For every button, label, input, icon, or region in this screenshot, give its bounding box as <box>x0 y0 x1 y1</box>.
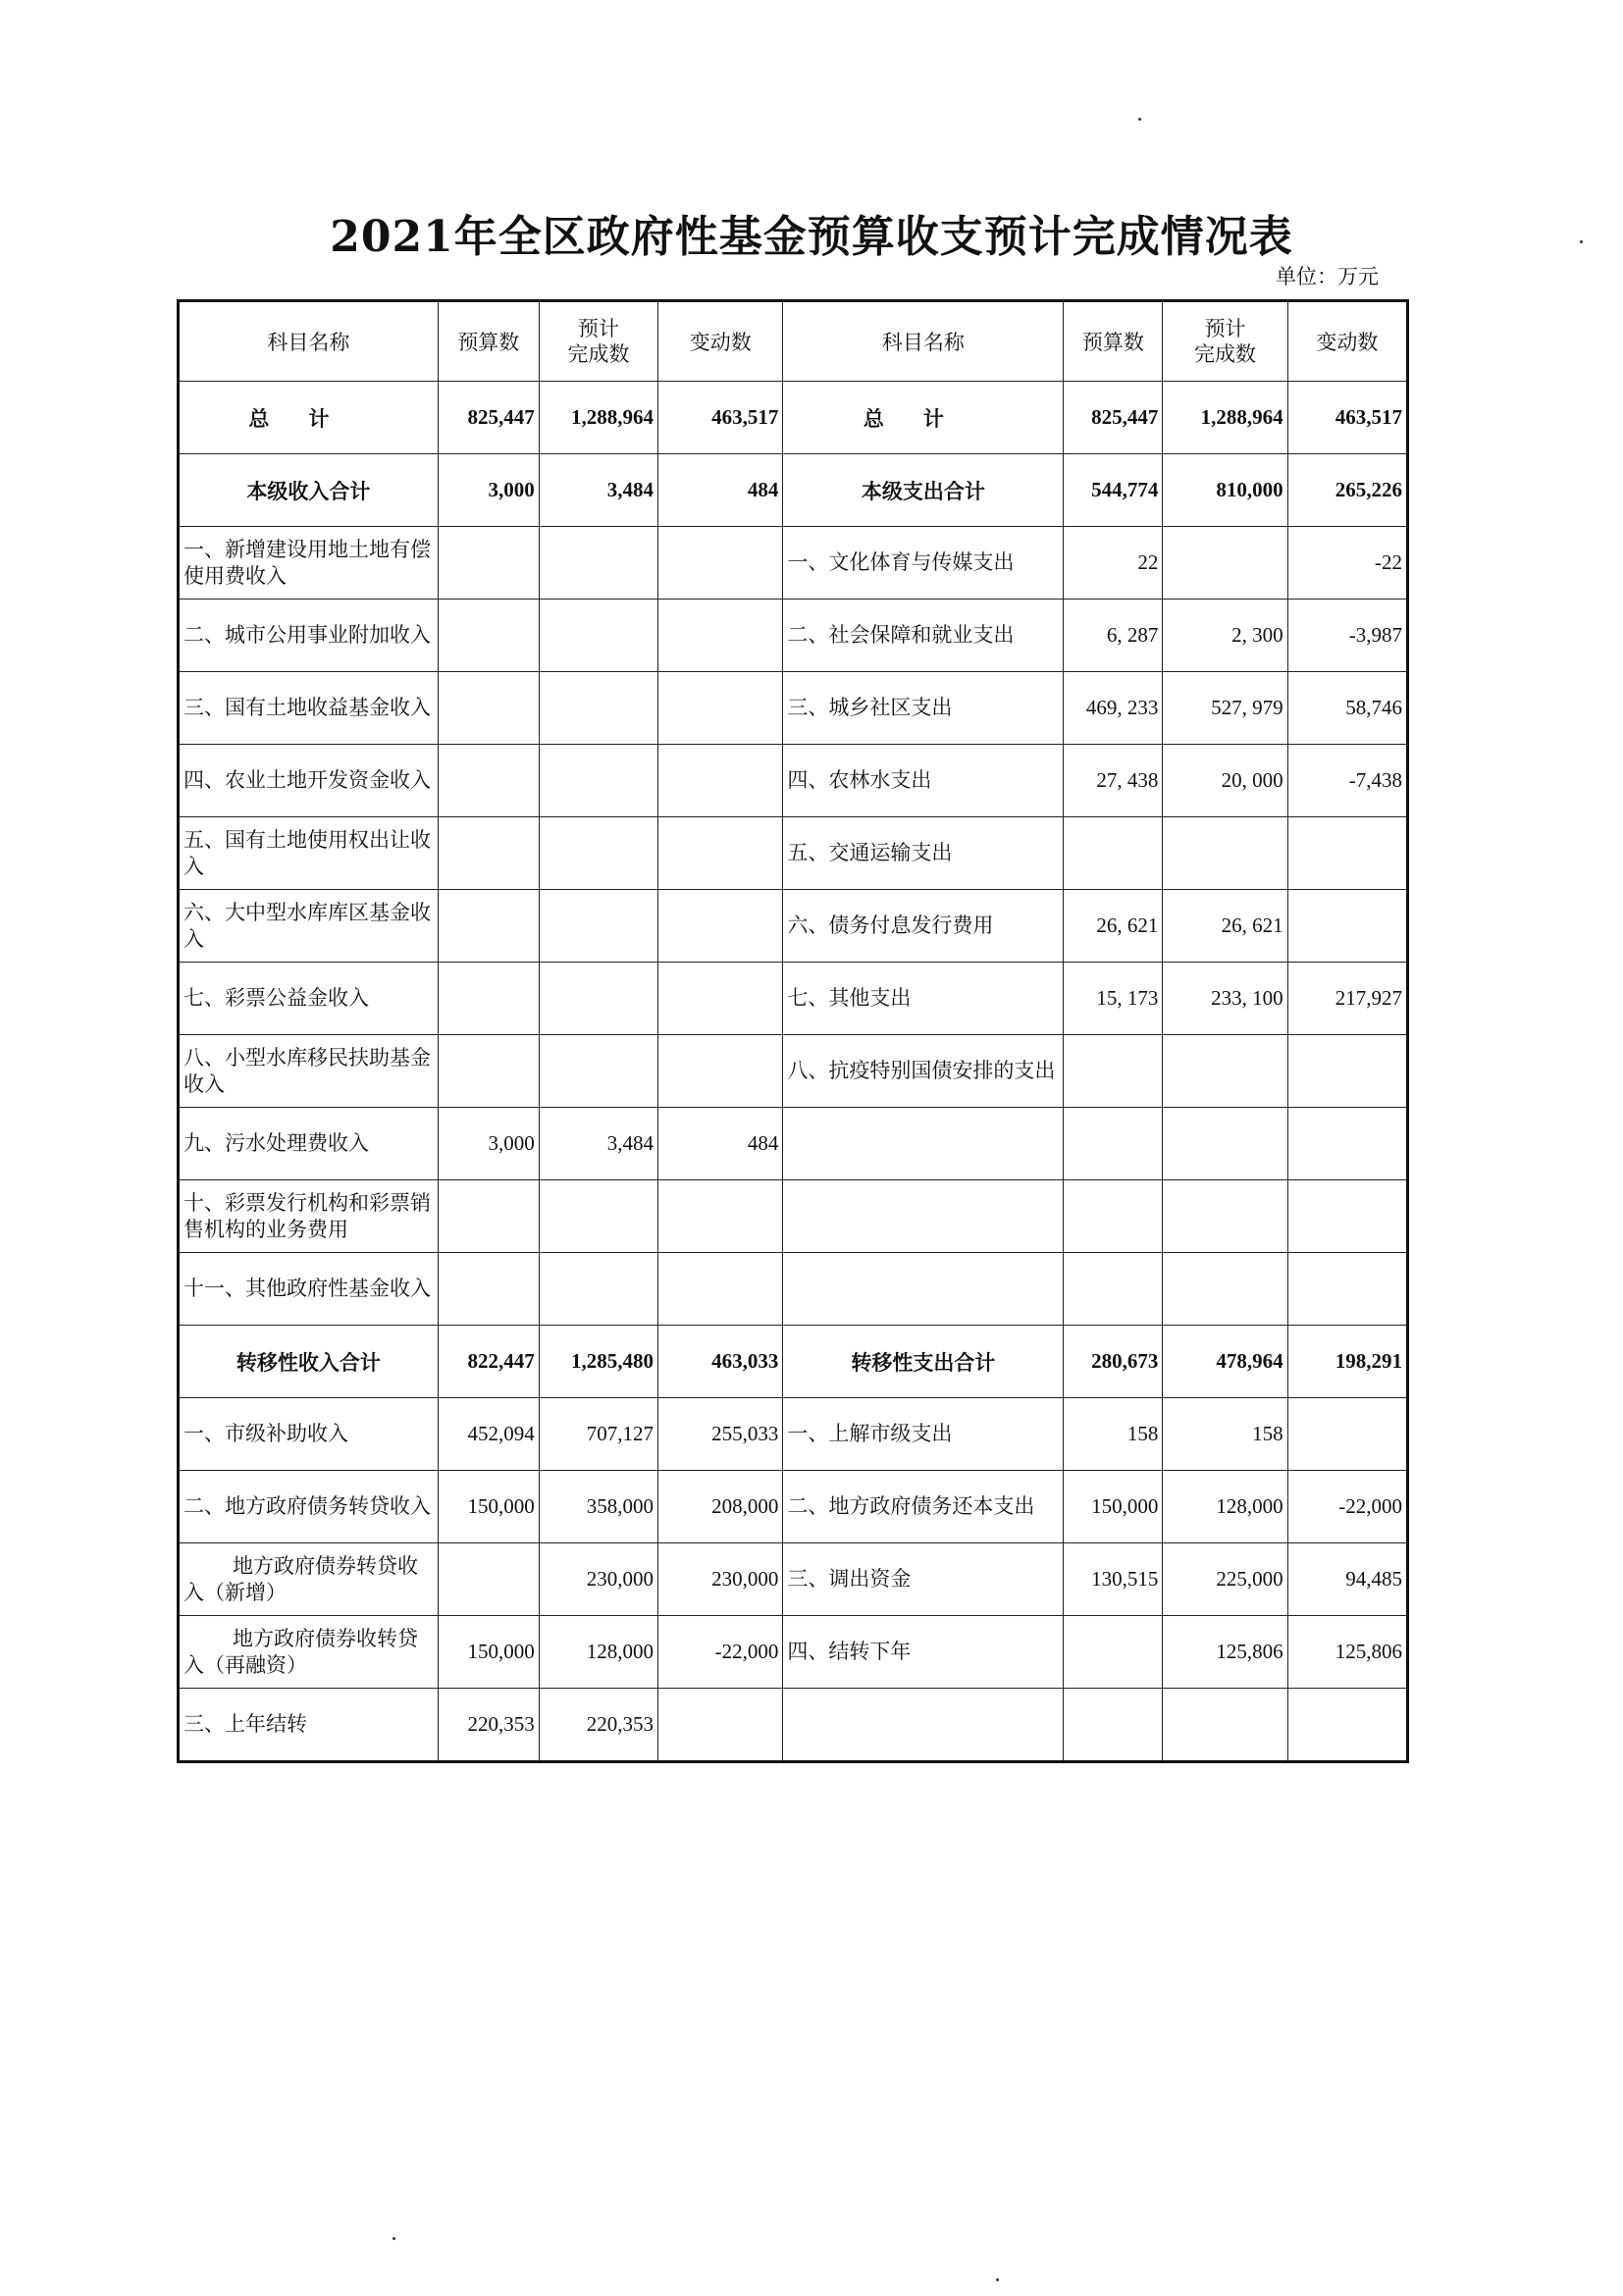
left-forecast-value: 128,000 <box>539 1616 657 1689</box>
right-forecast-value: 128,000 <box>1163 1471 1287 1543</box>
table-row <box>179 1689 1408 1762</box>
left-change-value: 484 <box>658 454 783 527</box>
right-forecast-value: 527, 979 <box>1163 672 1287 745</box>
table-header-row <box>179 301 1408 382</box>
left-budget-value <box>438 890 539 963</box>
right-budget-value <box>1064 1035 1163 1108</box>
header-left-forecast <box>539 301 657 382</box>
left-item-name: 二、城市公用事业附加收入 <box>179 600 439 672</box>
total-left-budget: 825,447 <box>438 382 539 454</box>
right-forecast-value: 810,000 <box>1163 454 1287 527</box>
scan-speck <box>1580 240 1583 243</box>
left-change-value: -22,000 <box>658 1616 783 1689</box>
right-item-name <box>783 1108 1064 1180</box>
left-budget-value <box>438 527 539 600</box>
fund-budget-table <box>177 299 1409 1763</box>
header-left-forecast-line1: 预计 <box>577 317 619 340</box>
right-item-name: 二、社会保障和就业支出 <box>783 600 1064 672</box>
total-right-budget: 825,447 <box>1064 382 1163 454</box>
right-forecast-value <box>1163 527 1287 600</box>
right-budget-value: 6, 287 <box>1064 600 1163 672</box>
scan-speck <box>996 2278 999 2281</box>
right-item-name: 七、其他支出 <box>783 963 1064 1035</box>
left-forecast-value: 707,127 <box>539 1398 657 1471</box>
left-change-value: 208,000 <box>658 1471 783 1543</box>
total-right-forecast: 1,288,964 <box>1163 382 1287 454</box>
table-row <box>179 1543 1408 1616</box>
table-row <box>179 1616 1408 1689</box>
left-change-value <box>658 600 783 672</box>
left-forecast-value <box>539 1253 657 1326</box>
table-row <box>179 890 1408 963</box>
table-body <box>179 454 1408 1762</box>
table-row <box>179 817 1408 890</box>
left-change-value <box>658 672 783 745</box>
left-forecast-value <box>539 890 657 963</box>
left-item-name: 转移性收入合计 <box>179 1326 439 1398</box>
left-forecast-value <box>539 817 657 890</box>
header-left-name: 科目名称 <box>179 301 439 382</box>
right-budget-value: 27, 438 <box>1064 745 1163 817</box>
right-change-value <box>1287 817 1407 890</box>
right-forecast-value <box>1163 1253 1287 1326</box>
right-budget-value <box>1064 1616 1163 1689</box>
right-item-name: 三、城乡社区支出 <box>783 672 1064 745</box>
table-row <box>179 1180 1408 1253</box>
left-item-name: 三、国有土地收益基金收入 <box>179 672 439 745</box>
right-budget-value <box>1064 1689 1163 1762</box>
table-row <box>179 1035 1408 1108</box>
left-budget-value <box>438 1543 539 1616</box>
right-change-value <box>1287 1253 1407 1326</box>
left-item-name: 九、污水处理费收入 <box>179 1108 439 1180</box>
left-budget-value <box>438 745 539 817</box>
right-budget-value: 544,774 <box>1064 454 1163 527</box>
right-change-value: 94,485 <box>1287 1543 1407 1616</box>
right-budget-value <box>1064 1253 1163 1326</box>
left-forecast-value: 3,484 <box>539 1108 657 1180</box>
right-item-name: 四、结转下年 <box>783 1616 1064 1689</box>
left-budget-value <box>438 1035 539 1108</box>
table-row <box>179 454 1408 527</box>
left-change-value <box>658 1689 783 1762</box>
right-change-value: -3,987 <box>1287 600 1407 672</box>
table-row <box>179 527 1408 600</box>
left-forecast-value <box>539 745 657 817</box>
left-budget-value: 150,000 <box>438 1616 539 1689</box>
left-budget-value: 452,094 <box>438 1398 539 1471</box>
right-budget-value <box>1064 1180 1163 1253</box>
table-row <box>179 745 1408 817</box>
left-item-name: 五、国有土地使用权出让收入 <box>179 817 439 890</box>
left-budget-value <box>438 600 539 672</box>
table-row <box>179 1398 1408 1471</box>
left-change-value: 255,033 <box>658 1398 783 1471</box>
right-forecast-value: 225,000 <box>1163 1543 1287 1616</box>
table-row <box>179 1326 1408 1398</box>
header-right-forecast-line2: 完成数 <box>1194 342 1257 366</box>
right-budget-value <box>1064 1108 1163 1180</box>
right-item-name: 六、债务付息发行费用 <box>783 890 1064 963</box>
right-forecast-value: 20, 000 <box>1163 745 1287 817</box>
left-item-name: 地方政府债券转贷收入（新增） <box>179 1543 439 1616</box>
left-item-name: 八、小型水库移民扶助基金收入 <box>179 1035 439 1108</box>
table-row <box>179 1253 1408 1326</box>
right-forecast-value: 2, 300 <box>1163 600 1287 672</box>
left-forecast-value: 358,000 <box>539 1471 657 1543</box>
left-change-value <box>658 745 783 817</box>
right-budget-value <box>1064 817 1163 890</box>
header-right-change: 变动数 <box>1287 301 1407 382</box>
right-forecast-value: 125,806 <box>1163 1616 1287 1689</box>
right-change-value: -22 <box>1287 527 1407 600</box>
left-change-value <box>658 1253 783 1326</box>
left-budget-value: 220,353 <box>438 1689 539 1762</box>
page-title: 2021年全区政府性基金预算收支预计完成情况表 <box>330 212 1293 262</box>
left-item-name: 本级收入合计 <box>179 454 439 527</box>
right-item-name: 八、抗疫特别国债安排的支出 <box>783 1035 1064 1108</box>
left-budget-value: 3,000 <box>438 454 539 527</box>
right-forecast-value: 158 <box>1163 1398 1287 1471</box>
left-forecast-value <box>539 527 657 600</box>
left-forecast-value <box>539 1180 657 1253</box>
right-change-value: -7,438 <box>1287 745 1407 817</box>
left-forecast-value: 1,285,480 <box>539 1326 657 1398</box>
total-left-forecast: 1,288,964 <box>539 382 657 454</box>
total-right-change: 463,517 <box>1287 382 1407 454</box>
table-row <box>179 1471 1408 1543</box>
right-change-value: 198,291 <box>1287 1326 1407 1398</box>
right-budget-value: 15, 173 <box>1064 963 1163 1035</box>
unit-label: 单位：万元 <box>1276 265 1379 288</box>
left-forecast-value <box>539 963 657 1035</box>
right-item-name <box>783 1253 1064 1326</box>
left-change-value <box>658 527 783 600</box>
right-forecast-value: 478,964 <box>1163 1326 1287 1398</box>
left-change-value: 230,000 <box>658 1543 783 1616</box>
right-forecast-value: 26, 621 <box>1163 890 1287 963</box>
right-budget-value: 150,000 <box>1064 1471 1163 1543</box>
left-budget-value: 150,000 <box>438 1471 539 1543</box>
right-item-name <box>783 1689 1064 1762</box>
right-forecast-value <box>1163 1689 1287 1762</box>
table-row <box>179 672 1408 745</box>
right-budget-value: 130,515 <box>1064 1543 1163 1616</box>
right-forecast-value <box>1163 1180 1287 1253</box>
total-row <box>179 382 1408 454</box>
left-change-value <box>658 890 783 963</box>
left-item-name: 六、大中型水库库区基金收入 <box>179 890 439 963</box>
right-item-name: 本级支出合计 <box>783 454 1064 527</box>
header-right-forecast <box>1163 301 1287 382</box>
right-budget-value: 22 <box>1064 527 1163 600</box>
left-change-value: 463,033 <box>658 1326 783 1398</box>
scan-speck <box>1138 118 1141 121</box>
left-item-name: 地方政府债券收转贷入（再融资） <box>179 1616 439 1689</box>
total-left-change: 463,517 <box>658 382 783 454</box>
right-change-value <box>1287 1398 1407 1471</box>
right-change-value <box>1287 890 1407 963</box>
left-change-value: 484 <box>658 1108 783 1180</box>
right-item-name <box>783 1180 1064 1253</box>
right-change-value <box>1287 1108 1407 1180</box>
left-item-name: 一、新增建设用地土地有偿使用费收入 <box>179 527 439 600</box>
left-item-name: 二、地方政府债务转贷收入 <box>179 1471 439 1543</box>
total-left-name: 总计 <box>179 382 439 454</box>
left-item-name: 十、彩票发行机构和彩票销售机构的业务费用 <box>179 1180 439 1253</box>
left-forecast-value: 220,353 <box>539 1689 657 1762</box>
left-budget-value <box>438 1180 539 1253</box>
left-budget-value <box>438 1253 539 1326</box>
right-item-name: 五、交通运输支出 <box>783 817 1064 890</box>
right-change-value <box>1287 1035 1407 1108</box>
header-right-budget: 预算数 <box>1064 301 1163 382</box>
right-forecast-value <box>1163 1108 1287 1180</box>
left-forecast-value: 3,484 <box>539 454 657 527</box>
right-forecast-value <box>1163 817 1287 890</box>
right-change-value: 217,927 <box>1287 963 1407 1035</box>
right-change-value: 265,226 <box>1287 454 1407 527</box>
table-row <box>179 600 1408 672</box>
right-budget-value: 469, 233 <box>1064 672 1163 745</box>
left-forecast-value <box>539 672 657 745</box>
left-forecast-value <box>539 600 657 672</box>
right-change-value: 58,746 <box>1287 672 1407 745</box>
right-forecast-value <box>1163 1035 1287 1108</box>
left-forecast-value <box>539 1035 657 1108</box>
right-item-name: 一、文化体育与传媒支出 <box>783 527 1064 600</box>
left-forecast-value: 230,000 <box>539 1543 657 1616</box>
header-left-budget: 预算数 <box>438 301 539 382</box>
header-right-forecast-line1: 预计 <box>1204 317 1246 340</box>
left-budget-value: 822,447 <box>438 1326 539 1398</box>
left-change-value <box>658 1035 783 1108</box>
right-item-name: 三、调出资金 <box>783 1543 1064 1616</box>
right-change-value <box>1287 1689 1407 1762</box>
right-change-value: -22,000 <box>1287 1471 1407 1543</box>
left-change-value <box>658 963 783 1035</box>
table-row <box>179 963 1408 1035</box>
left-budget-value <box>438 817 539 890</box>
header-left-forecast-line2: 完成数 <box>567 342 630 366</box>
left-item-name: 七、彩票公益金收入 <box>179 963 439 1035</box>
header-right-name: 科目名称 <box>783 301 1064 382</box>
left-change-value <box>658 817 783 890</box>
left-item-name: 三、上年结转 <box>179 1689 439 1762</box>
right-budget-value: 26, 621 <box>1064 890 1163 963</box>
table-row <box>179 1108 1408 1180</box>
total-right-name: 总计 <box>783 382 1064 454</box>
right-item-name: 一、上解市级支出 <box>783 1398 1064 1471</box>
left-change-value <box>658 1180 783 1253</box>
right-change-value: 125,806 <box>1287 1616 1407 1689</box>
header-left-change: 变动数 <box>658 301 783 382</box>
right-item-name: 转移性支出合计 <box>783 1326 1064 1398</box>
right-budget-value: 280,673 <box>1064 1326 1163 1398</box>
left-budget-value: 3,000 <box>438 1108 539 1180</box>
left-item-name: 一、市级补助收入 <box>179 1398 439 1471</box>
left-item-name: 四、农业土地开发资金收入 <box>179 745 439 817</box>
right-item-name: 四、农林水支出 <box>783 745 1064 817</box>
right-item-name: 二、地方政府债务还本支出 <box>783 1471 1064 1543</box>
left-budget-value <box>438 672 539 745</box>
right-budget-value: 158 <box>1064 1398 1163 1471</box>
right-change-value <box>1287 1180 1407 1253</box>
scan-speck <box>393 2237 395 2240</box>
left-budget-value <box>438 963 539 1035</box>
left-item-name: 十一、其他政府性基金收入 <box>179 1253 439 1326</box>
right-forecast-value: 233, 100 <box>1163 963 1287 1035</box>
